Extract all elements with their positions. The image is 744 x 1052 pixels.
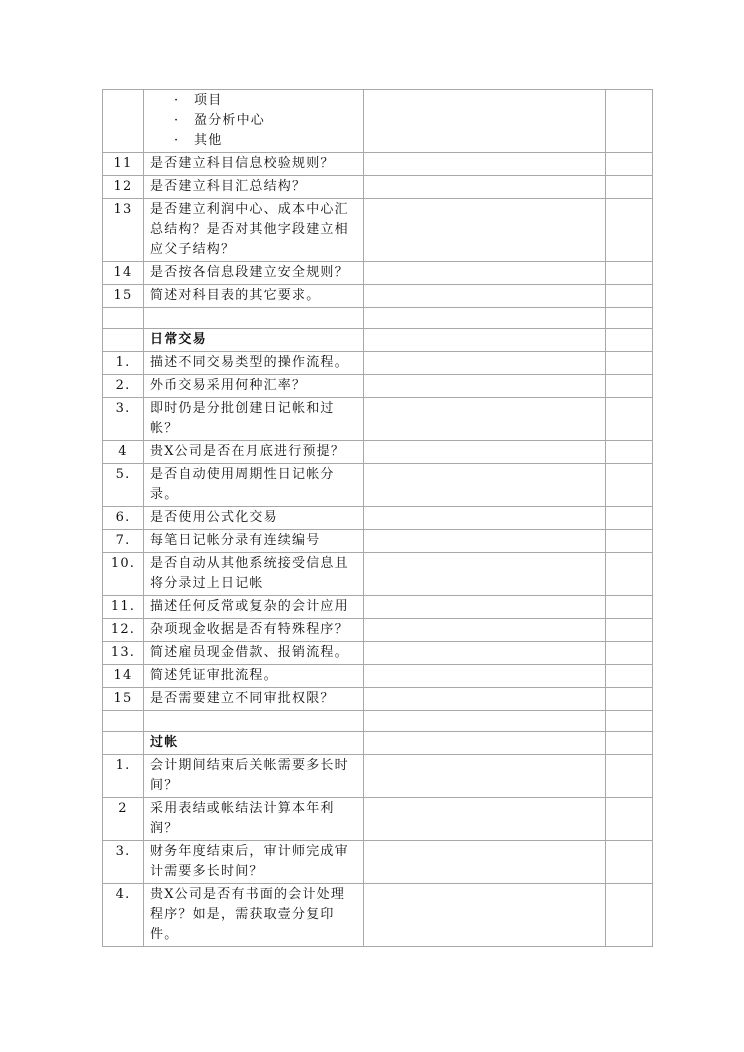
question-text: 会计期间结束后关帐需要多长时间？ [144, 755, 364, 798]
answer-cell[interactable] [364, 665, 606, 688]
remark-cell[interactable] [606, 464, 653, 507]
question-text: 简述对科目表的其它要求。 [144, 285, 364, 308]
bullet-item [150, 91, 357, 111]
answer-cell[interactable] [364, 798, 606, 841]
answer-cell[interactable] [364, 329, 606, 352]
question-text: 财务年度结束后，审计师完成审计需要多长时间？ [144, 841, 364, 884]
question-number: 2 [103, 798, 144, 841]
remark-cell[interactable] [606, 688, 653, 711]
question-number: 11. [103, 596, 144, 619]
question-number: 4. [103, 884, 144, 947]
question-number: 15 [103, 285, 144, 308]
spacer-row [103, 711, 653, 732]
question-text: 简述凭证审批流程。 [144, 665, 364, 688]
question-row [103, 884, 653, 947]
remark-cell[interactable] [606, 90, 653, 153]
bullet-dot: · [174, 93, 180, 108]
answer-cell[interactable] [364, 285, 606, 308]
remark-cell[interactable] [606, 553, 653, 596]
question-number: 7. [103, 530, 144, 553]
question-number: 1. [103, 755, 144, 798]
question-row [103, 619, 653, 642]
question-row [103, 262, 653, 285]
section-header-row [103, 329, 653, 352]
question-row [103, 464, 653, 507]
number-cell [103, 90, 144, 153]
question-text: 简述雇员现金借款、报销流程。 [144, 642, 364, 665]
question-row [103, 688, 653, 711]
answer-cell[interactable] [364, 441, 606, 464]
question-number: 14 [103, 262, 144, 285]
question-number: 1. [103, 352, 144, 375]
answer-cell[interactable] [364, 507, 606, 530]
question-number: 2. [103, 375, 144, 398]
question-text: 贵X公司是否有书面的会计处理程序？如是，需获取壹分复印件。 [144, 884, 364, 947]
remark-cell[interactable] [606, 841, 653, 884]
question-row [103, 507, 653, 530]
bullet-row [103, 90, 653, 153]
spacer-cell [364, 711, 606, 732]
remark-cell[interactable] [606, 398, 653, 441]
answer-cell[interactable] [364, 375, 606, 398]
question-row [103, 665, 653, 688]
question-number: 12 [103, 176, 144, 199]
section-title: 过帐 [144, 732, 364, 755]
answer-cell[interactable] [364, 755, 606, 798]
bullet-text: 其他 [194, 133, 223, 148]
question-row [103, 153, 653, 176]
question-text: 杂项现金收据是否有特殊程序？ [144, 619, 364, 642]
questionnaire-table [102, 89, 653, 947]
question-row [103, 798, 653, 841]
questionnaire-body [103, 90, 653, 947]
answer-cell[interactable] [364, 642, 606, 665]
question-text: 描述任何反常或复杂的会计应用 [144, 596, 364, 619]
question-row [103, 352, 653, 375]
question-text: 是否需要建立不同审批权限？ [144, 688, 364, 711]
question-row [103, 398, 653, 441]
bullet-text: 盈分析中心 [194, 113, 266, 128]
question-row [103, 176, 653, 199]
spacer-cell [103, 711, 144, 732]
question-text: 即时仍是分批创建日记帐和过帐？ [144, 398, 364, 441]
answer-cell[interactable] [364, 352, 606, 375]
question-text: 贵X公司是否在月底进行预提？ [144, 441, 364, 464]
spacer-cell [103, 308, 144, 329]
answer-cell[interactable] [364, 884, 606, 947]
remark-cell[interactable] [606, 665, 653, 688]
answer-cell[interactable] [364, 732, 606, 755]
answer-cell[interactable] [364, 176, 606, 199]
question-text: 是否自动使用周期性日记帐分录。 [144, 464, 364, 507]
bullet-dot: · [174, 113, 180, 128]
bullet-item [150, 111, 357, 131]
question-text: 是否自动从其他系统接受信息且将分录过上日记帐 [144, 553, 364, 596]
answer-cell[interactable] [364, 153, 606, 176]
question-text: 是否建立利润中心、成本中心汇总结构？是否对其他字段建立相应父子结构？ [144, 199, 364, 262]
question-row [103, 755, 653, 798]
remark-cell[interactable] [606, 352, 653, 375]
question-row [103, 553, 653, 596]
question-row [103, 530, 653, 553]
question-row [103, 441, 653, 464]
remark-cell[interactable] [606, 507, 653, 530]
answer-cell[interactable] [364, 688, 606, 711]
number-cell [103, 329, 144, 352]
bullet-item [150, 131, 357, 151]
remark-cell[interactable] [606, 642, 653, 665]
question-number: 4 [103, 441, 144, 464]
spacer-cell [606, 308, 653, 329]
question-number: 3. [103, 398, 144, 441]
question-number: 15 [103, 688, 144, 711]
question-row [103, 375, 653, 398]
question-text: 是否建立科目汇总结构？ [144, 176, 364, 199]
remark-cell[interactable] [606, 530, 653, 553]
question-row [103, 596, 653, 619]
remark-cell[interactable] [606, 798, 653, 841]
question-number: 11 [103, 153, 144, 176]
remark-cell[interactable] [606, 619, 653, 642]
remark-cell[interactable] [606, 755, 653, 798]
question-number: 3. [103, 841, 144, 884]
remark-cell[interactable] [606, 176, 653, 199]
remark-cell[interactable] [606, 199, 653, 262]
remark-cell[interactable] [606, 441, 653, 464]
question-text: 外币交易采用何种汇率？ [144, 375, 364, 398]
section-header-row [103, 732, 653, 755]
answer-cell[interactable] [364, 90, 606, 153]
answer-cell[interactable] [364, 553, 606, 596]
remark-cell[interactable] [606, 285, 653, 308]
section-title: 日常交易 [144, 329, 364, 352]
question-text: 是否建立科目信息校验规则？ [144, 153, 364, 176]
question-text: 是否使用公式化交易 [144, 507, 364, 530]
question-row [103, 841, 653, 884]
question-row [103, 199, 653, 262]
answer-cell[interactable] [364, 841, 606, 884]
question-number: 6. [103, 507, 144, 530]
remark-cell[interactable] [606, 884, 653, 947]
bullet-text: 项目 [194, 93, 223, 108]
remark-cell[interactable] [606, 732, 653, 755]
spacer-cell [606, 711, 653, 732]
question-number: 13 [103, 199, 144, 262]
number-cell [103, 732, 144, 755]
answer-cell[interactable] [364, 464, 606, 507]
answer-cell[interactable] [364, 199, 606, 262]
question-number: 12. [103, 619, 144, 642]
question-text: 是否按各信息段建立安全规则？ [144, 262, 364, 285]
spacer-cell [364, 308, 606, 329]
question-row [103, 285, 653, 308]
spacer-row [103, 308, 653, 329]
bullet-list [144, 90, 364, 153]
remark-cell[interactable] [606, 262, 653, 285]
spacer-cell [144, 308, 364, 329]
bullet-dot: · [174, 133, 180, 148]
question-text: 采用表结或帐结法计算本年利润？ [144, 798, 364, 841]
question-number: 10. [103, 553, 144, 596]
question-row [103, 642, 653, 665]
remark-cell[interactable] [606, 375, 653, 398]
spacer-cell [144, 711, 364, 732]
remark-cell[interactable] [606, 596, 653, 619]
question-number: 5. [103, 464, 144, 507]
answer-cell[interactable] [364, 262, 606, 285]
question-text: 每笔日记帐分录有连续编号 [144, 530, 364, 553]
answer-cell[interactable] [364, 619, 606, 642]
remark-cell[interactable] [606, 329, 653, 352]
question-number: 13. [103, 642, 144, 665]
question-number: 14 [103, 665, 144, 688]
question-text: 描述不同交易类型的操作流程。 [144, 352, 364, 375]
answer-cell[interactable] [364, 530, 606, 553]
answer-cell[interactable] [364, 596, 606, 619]
remark-cell[interactable] [606, 153, 653, 176]
answer-cell[interactable] [364, 398, 606, 441]
